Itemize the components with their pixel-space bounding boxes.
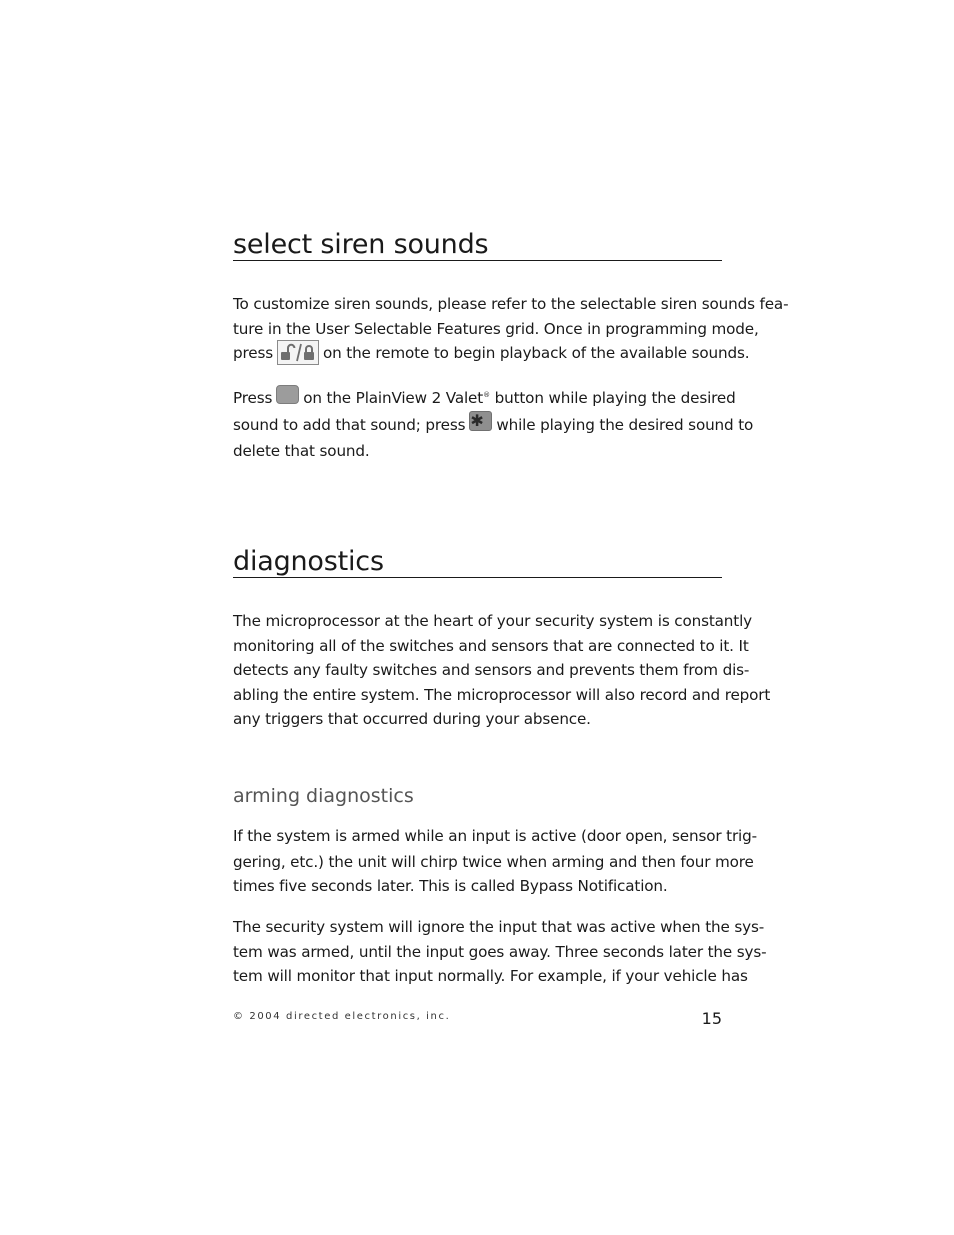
arming-diagnostics-paragraph-1 — [233, 824, 757, 899]
registered-mark: ® — [483, 391, 490, 399]
text-line: tem will monitor that input normally. For example, if your vehicle has — [233, 967, 748, 985]
siren-sounds-paragraph-1 — [233, 292, 789, 366]
text-line: detects any faulty switches and sensors and prevents them from dis- — [233, 661, 750, 679]
copyright-footer: © 2004 directed electronics, inc. — [233, 1011, 451, 1022]
text-line: If the system is armed while an input is active (door open, sensor trig- — [233, 827, 757, 845]
text-fragment: on the remote to begin playback of the available sounds. — [322, 344, 750, 362]
text-fragment: press — [233, 344, 273, 362]
text-line: ture in the User Selectable Features grid. Once in programming mode, — [233, 319, 759, 338]
text-line: The security system will ignore the input that was active when the sys- — [233, 918, 765, 936]
text-fragment: sound to add that sound; press — [233, 416, 466, 434]
text-line: The microprocessor at the heart of your security system is constantly — [233, 612, 752, 630]
text-line-with-icon — [233, 341, 750, 366]
text-line: delete that sound. — [233, 442, 370, 460]
text-fragment: Press — [233, 389, 273, 407]
text-fragment: on the PlainView 2 Valet — [303, 389, 484, 407]
section-heading-diagnostics: diagnostics — [233, 547, 722, 578]
page-number: 15 — [701, 1009, 722, 1028]
text-line: gering, etc.) the unit will chirp twice when arming and then four more — [233, 852, 754, 871]
asterisk-button-icon: ✱ — [469, 411, 492, 431]
text-line: any triggers that occurred during your absence. — [233, 710, 591, 728]
diagnostics-paragraph — [233, 609, 771, 732]
text-fragment: while playing the desired sound to — [496, 416, 754, 434]
lock-unlock-button-icon — [277, 340, 319, 365]
text-fragment: button while playing the desired — [494, 389, 736, 407]
text-line-with-icon — [233, 382, 736, 412]
text-line: abling the entire system. The microprocessor will also record and report — [233, 685, 771, 704]
valet-button-icon — [276, 385, 299, 404]
section-heading-siren-sounds: select siren sounds — [233, 230, 722, 261]
text-line: monitoring all of the switches and sensors that are connected to it. It — [233, 636, 749, 655]
subsection-heading-arming-diagnostics: arming diagnostics — [233, 785, 414, 807]
text-line: To customize siren sounds, please refer to the selectable siren sounds fea- — [233, 295, 789, 313]
text-line: times five seconds later. This is called Bypass Notification. — [233, 877, 668, 895]
text-line: tem was armed, until the input goes away. Three seconds later the sys- — [233, 942, 767, 961]
arming-diagnostics-paragraph-2 — [233, 915, 767, 989]
siren-sounds-paragraph-2 — [233, 382, 754, 464]
text-line-with-icon — [233, 410, 754, 439]
